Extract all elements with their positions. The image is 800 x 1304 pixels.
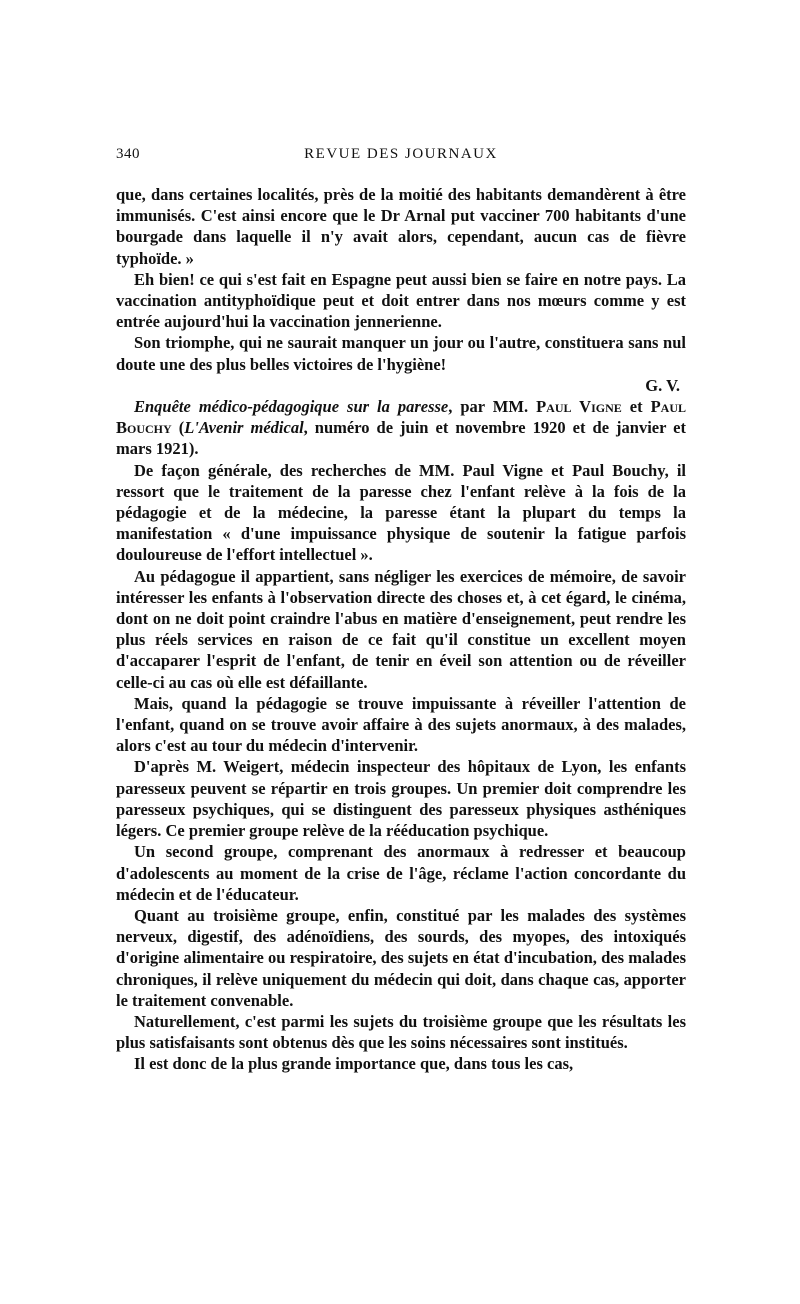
- paragraph: De façon générale, des recherches de MM. Paul Vigne et Paul Bouchy, il ressort que le traitement de la paresse chez l'enfant relève à la fois de la pédagogie et de la médecine, la paresse étant la plupart du temps la manifestation « d'une impuissance physique de soutenir la fatigue parfois douloureuse de l'effort intellectuel ».: [116, 460, 686, 565]
- paragraph: D'après M. Weigert, médecin inspecteur des hôpitaux de Lyon, les enfants paresseux peuvent se répartir en trois groupes. Un premier doit comprendre les paresseux psychiques, qui se distinguent des paresseux physiques asthéniques légers. Ce premier groupe relève de la rééducation psychique.: [116, 757, 686, 841]
- article-heading: [116, 396, 686, 460]
- paragraph: Naturellement, c'est parmi les sujets du troisième groupe que les résultats les plus satisfaisants sont obtenus dès que les soins nécessaires sont institués.: [116, 1011, 686, 1053]
- continuation-paragraph: que, dans certaines localités, près de la moitié des habitants demandèrent à être immunisés. C'est ainsi encore que le Dr Arnal put vacciner 700 habitants d'une bourgade dans laquelle il n'y avait alors, cependant, aucun cas de fièvre typhoïde. »: [116, 185, 686, 268]
- paragraph: Au pédagogue il appartient, sans négliger les exercices de mémoire, de savoir intéresser les enfants à l'observation directe des choses et, à cet égard, le cinéma, dont on ne doit point craindre l'abus en matière d'enseignement, peut rendre les plus réels services en raison de ce fait qu'il constitue un excellent moyen d'accaparer l'esprit de l'enfant, de tenir en éveil son attention ou de réveiller celle-ci au cas où elle est défaillante.: [116, 566, 686, 692]
- page-body: [116, 184, 686, 1075]
- article-open-paren: (: [171, 418, 185, 438]
- article-by: , par MM.: [448, 397, 537, 417]
- paragraph: Un second groupe, comprenant des anormaux à redresser et beaucoup d'adolescents au moment de la crise de l'âge, réclame l'action concordante du médecin et de l'éducateur.: [116, 842, 686, 904]
- paragraph-triomphe: Son triomphe, qui ne saurait manquer un jour ou l'autre, constituera sans nul doute une des plus belles victoires de l'hygiène!: [116, 333, 686, 374]
- article-journal: L'Avenir médical: [184, 418, 304, 438]
- paragraph: Mais, quand la pédagogie se trouve impuissante à réveiller l'attention de l'enfant, quand on se trouve avoir affaire à des sujets anormaux, à des malades, alors c'est au tour du médecin d'intervenir.: [116, 693, 686, 756]
- article-issues: , numéro de juin et novembre 1920 et de janvier et mars 1921).: [116, 418, 686, 459]
- signature: G. V.: [645, 375, 680, 395]
- article-title: Enquête médico-pédagogique sur la paresse: [134, 397, 449, 417]
- article-author-1: Paul Vigne: [536, 397, 622, 417]
- article-author-2: Paul Bouchy: [116, 397, 686, 438]
- page-number: 340: [116, 146, 140, 162]
- paragraph: Il est donc de la plus grande importance que, dans tous les cas,: [134, 1054, 574, 1074]
- running-title: REVUE DES JOURNAUX: [304, 146, 498, 162]
- paragraph-espagne: Eh bien! ce qui s'est fait en Espagne peut aussi bien se faire en notre pays. La vaccination antityphoïdique peut et doit entrer dans nos mœurs comme y est entrée aujourd'hui la vaccination jennerienne.: [116, 269, 686, 332]
- paragraph: Quant au troisième groupe, enfin, constitué par les malades des systèmes nerveux, digestif, des adénoïdiens, des sourds, des myopes, des intoxiqués d'origine alimentaire ou respiratoire, des sujets en état d'incubation, des malades chroniques, il relève uniquement du médecin qui doit, dans chaque cas, apporter le traitement convenable.: [116, 905, 686, 1010]
- article-and: et: [621, 397, 651, 417]
